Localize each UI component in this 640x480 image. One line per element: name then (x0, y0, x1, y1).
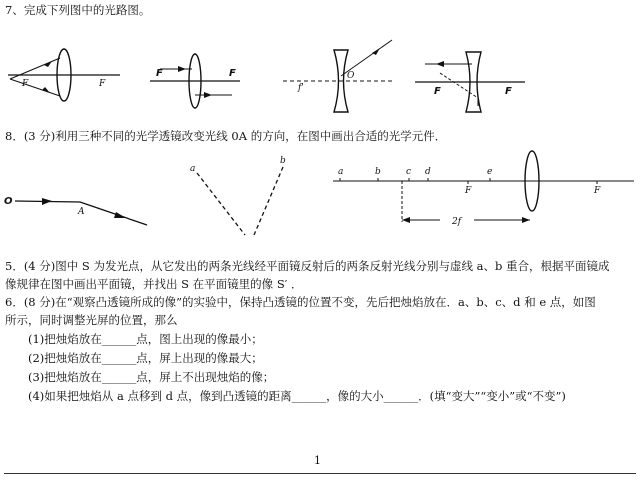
label-2f: 2f (452, 217, 462, 227)
question-6-item-2: (2)把烛焰放在______点，屏上出现的像最大； (28, 351, 263, 365)
label-F-5: F (434, 86, 441, 97)
question-6-item-1: (1)把烛焰放在______点，图上出现的像最小； (28, 332, 263, 346)
point-b: b (375, 167, 381, 177)
label-f-prime: f' (298, 83, 304, 93)
diagram-concave-lens-1 (283, 40, 395, 112)
question-5-line1: 5．(4 分)图中 S 为发光点，从它发出的两条光线经平面镜反射后的两条反射光线分别与虚线 a、b 重合，根据平面镜成 (5, 259, 610, 273)
label-a-dashed: a (190, 164, 196, 174)
point-d: d (425, 167, 431, 177)
label-O: O (347, 71, 355, 81)
question-6-line2: 所示，同时调整光屏的位置，那么 (5, 313, 178, 327)
label-O-ray: O (4, 196, 13, 207)
question-6-item-3: (3)把烛焰放在______点，屏上不出现烛焰的像； (28, 370, 275, 384)
question-8-title: 8．(3 分)利用三种不同的光学透镜改变光线 0A 的方向，在图中画出合适的光学元件． (5, 129, 447, 143)
label-F-bench-2: F (594, 186, 601, 196)
label-F-4: F (229, 68, 236, 79)
question-6-item-4: (4)如果把烛焰从 a 点移到 d 点，像到凸透镜的距离______，像的大小______．(填“变大”“变小”或“不变”) (28, 389, 566, 403)
point-e: e (487, 167, 493, 177)
diagram-concave-lens-2 (415, 52, 525, 112)
label-F-6: F (505, 86, 512, 97)
question-6-line1: 6．(8 分)在“观察凸透镜所成的像”的实验中，保持凸透镜的位置不变，先后把烛焰放在．a、b、c、d 和 e 点，如图 (5, 295, 596, 309)
point-a: a (338, 167, 344, 177)
page-number: 1 (314, 454, 321, 467)
label-b-dashed: b (280, 156, 286, 166)
diagram-ray-OA (4, 196, 147, 225)
label-F-1: F (22, 79, 29, 89)
label-A-ray: A (78, 207, 85, 217)
label-F-2: F (99, 79, 106, 89)
label-F-bench-1: F (465, 186, 472, 196)
label-F-3: F (156, 68, 163, 79)
footer-divider (4, 473, 636, 474)
figure-8-diagrams (0, 150, 640, 242)
diagram-dashed-lines-ab (190, 156, 286, 235)
diagram-convex-lens-2 (150, 54, 240, 108)
question-5-line2: 像规律在图中画出平面镜，并找出 S 在平面镜里的像 S′ ． (5, 277, 303, 291)
diagram-optical-bench (333, 151, 634, 227)
point-c: c (406, 167, 412, 177)
question-7-title: 7、完成下列图中的光路图。 (5, 3, 151, 17)
diagram-convex-lens-1 (8, 49, 120, 101)
figure-7-diagrams (0, 38, 640, 118)
